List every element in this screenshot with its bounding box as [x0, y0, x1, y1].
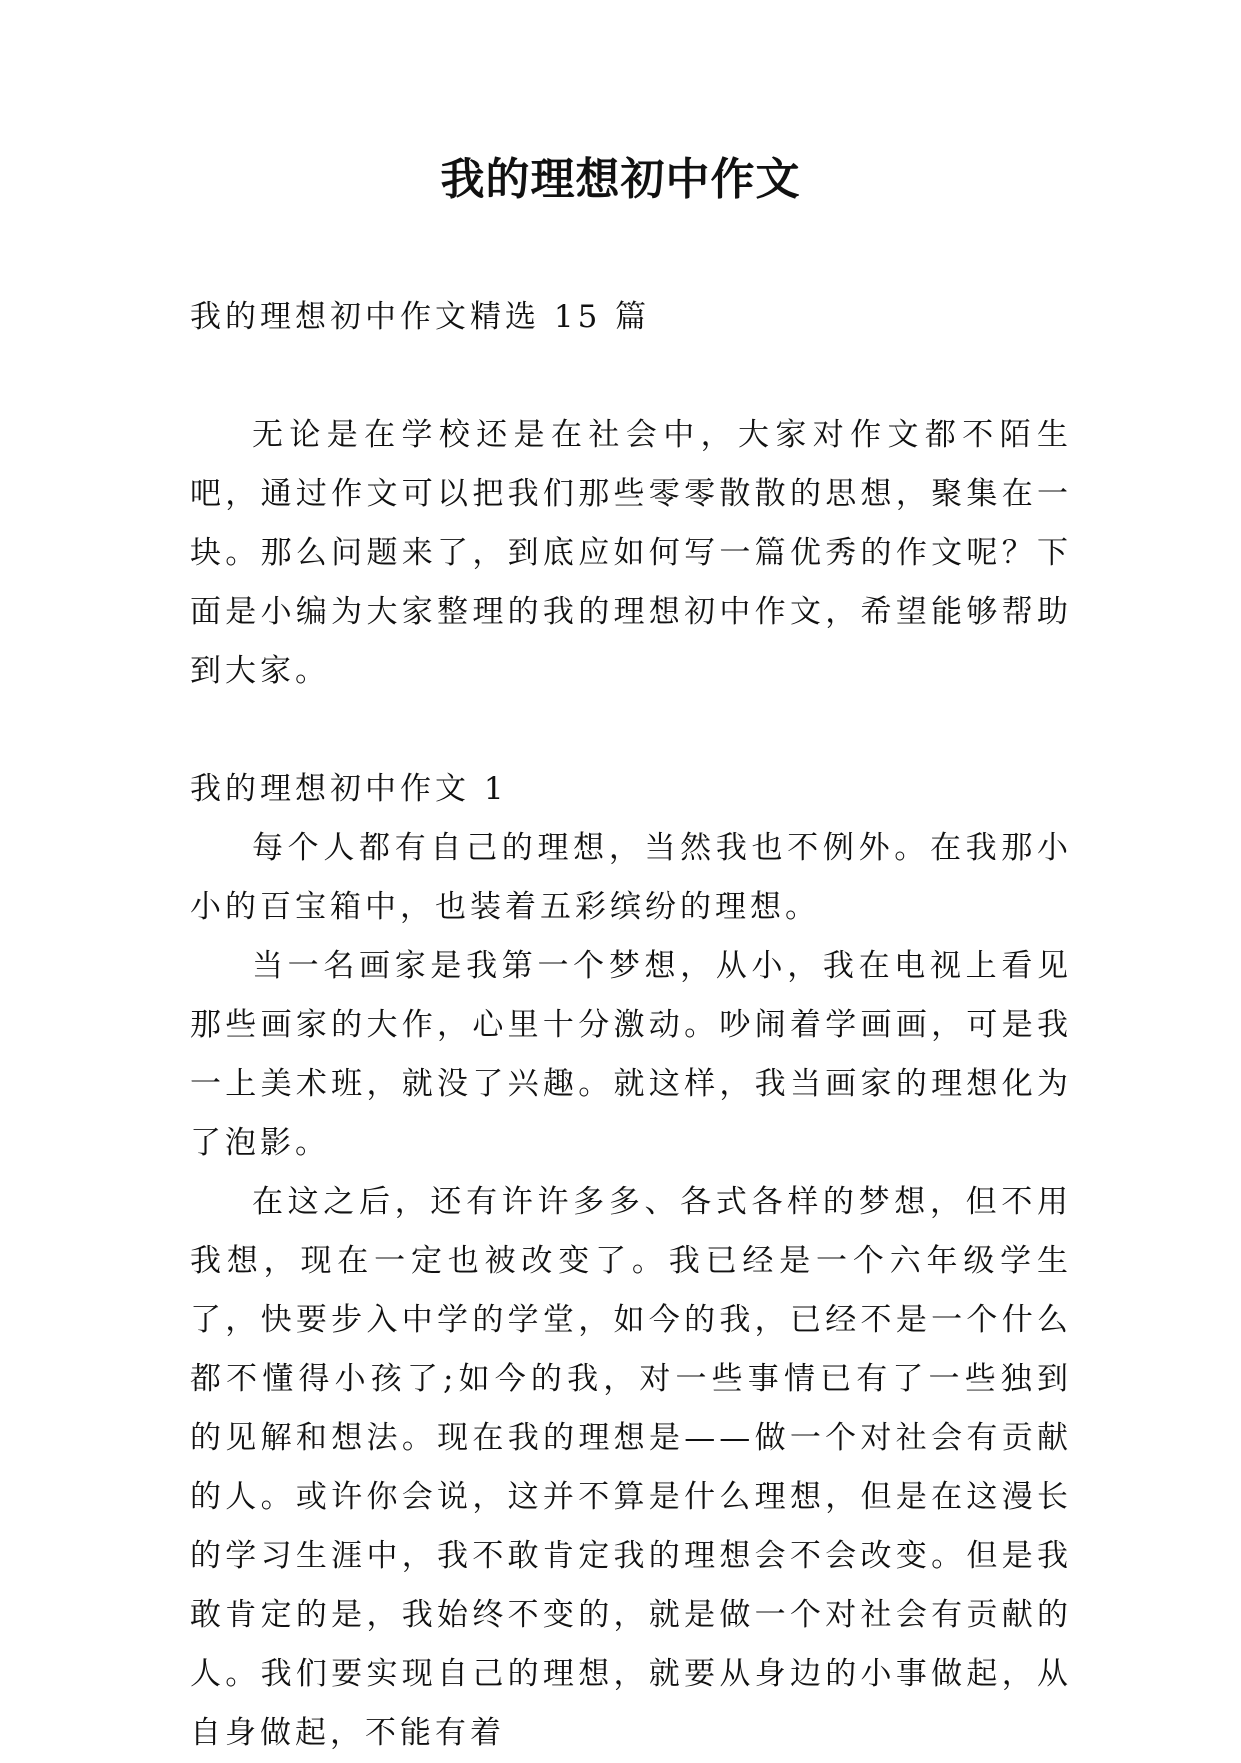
- spacer: [190, 701, 1072, 760]
- section-heading: 我的理想初中作文 1: [190, 771, 508, 807]
- page-title: 我的理想初中作文: [440, 154, 801, 205]
- document-body: [190, 288, 1072, 1763]
- intro-paragraph: 无论是在学校还是在社会中，大家对作文都不陌生吧，通过作文可以把我们那些零零散散的思想，聚集在一块。那么问题来了，到底应如何写一篇优秀的作文呢？下面是小编为大家整理的我的理想初中作文，希望能够帮助到大家。: [190, 417, 1072, 689]
- document-subtitle: 我的理想初中作文精选 15 篇: [190, 299, 651, 335]
- spacer: [190, 347, 1072, 406]
- body-paragraph: 当一名画家是我第一个梦想，从小，我在电视上看见那些画家的大作，心里十分激动。吵闹着学画画，可是我一上美术班，就没了兴趣。就这样，我当画家的理想化为了泡影。: [190, 948, 1072, 1161]
- body-paragraph: 每个人都有自己的理想，当然我也不例外。在我那小小的百宝箱中，也装着五彩缤纷的理想。: [190, 830, 1072, 925]
- body-paragraph: 在这之后，还有许许多多、各式各样的梦想，但不用我想，现在一定也被改变了。我已经是一个六年级学生了，快要步入中学的学堂，如今的我，已经不是一个什么都不懂得小孩了;如今的我，对一些事情已有了一些独到的见解和想法。现在我的理想是——做一个对社会有贡献的人。或许你会说，这并不算是什么理想，但是在这漫长的学习生涯中，我不敢肯定我的理想会不会改变。但是我敢肯定的是，我始终不变的，就是做一个对社会有贡献的人。我们要实现自己的理想，就要从身边的小事做起，从自身做起，不能有着: [190, 1184, 1072, 1751]
